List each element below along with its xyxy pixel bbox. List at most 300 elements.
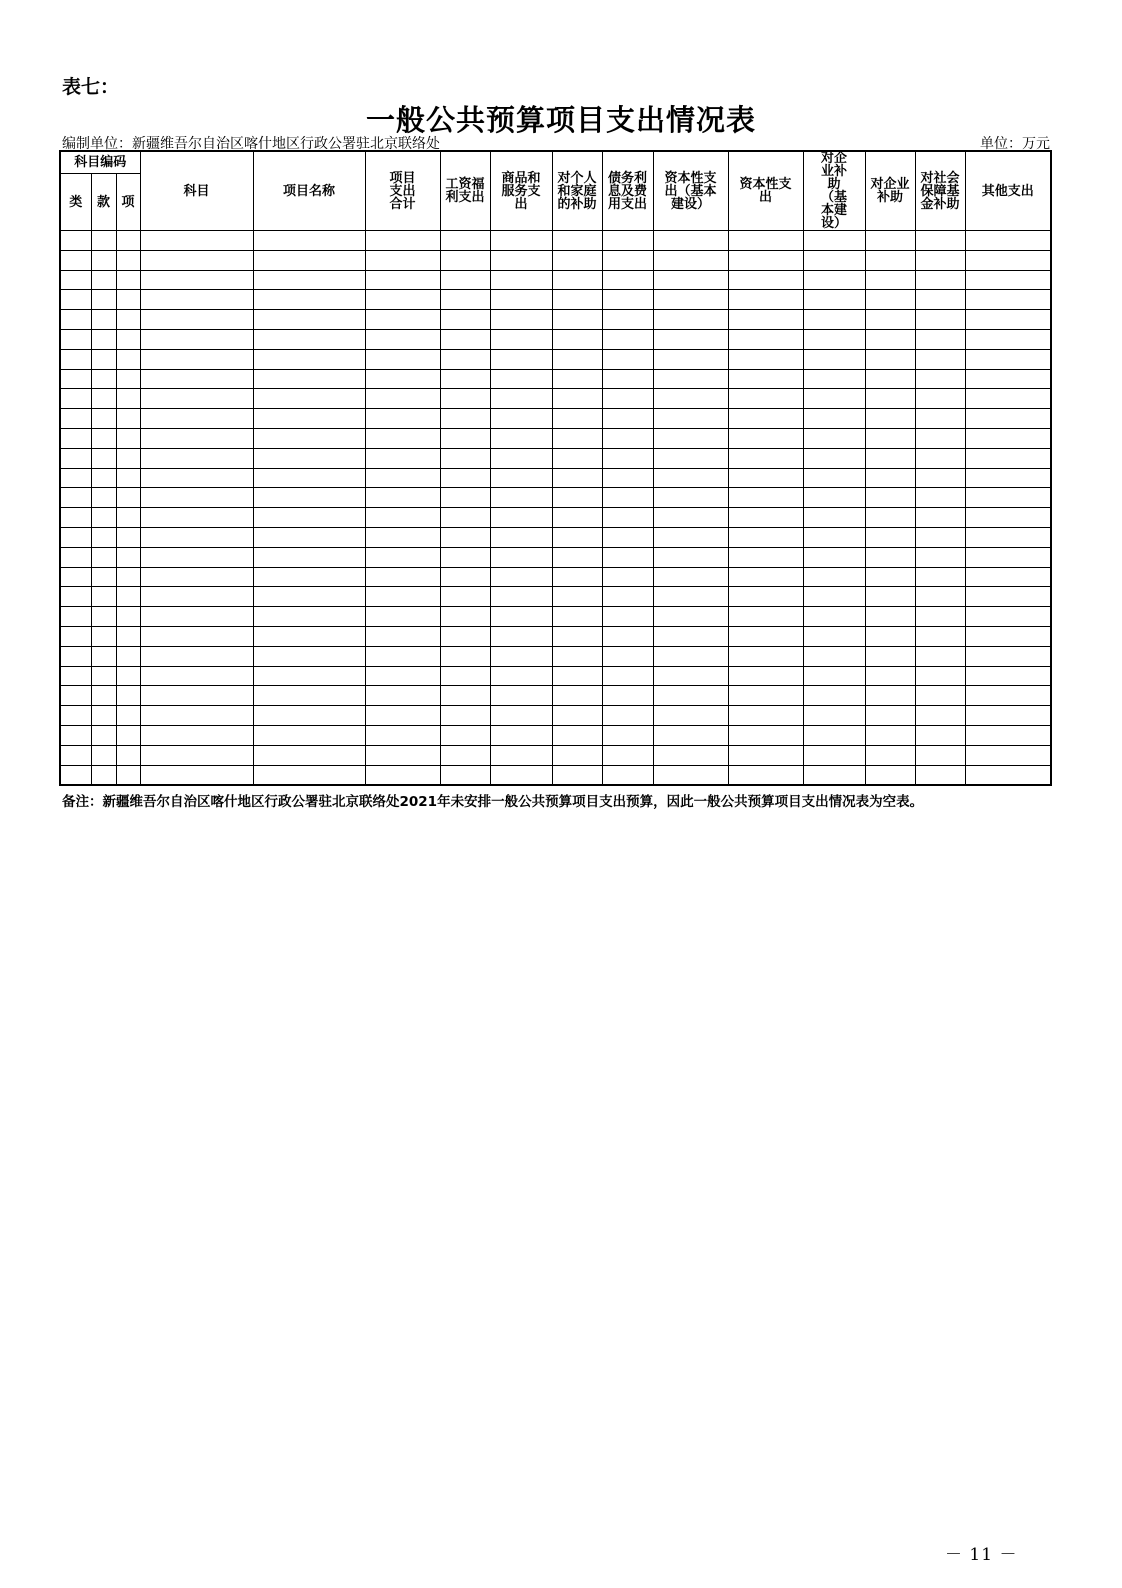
budget-table [59,150,1052,786]
table-cell [552,567,602,587]
table-cell [602,369,653,389]
table-cell [915,290,965,310]
table-cell [91,646,116,666]
table-cell [253,508,365,528]
table-cell [440,527,490,547]
table-cell [602,725,653,745]
table-cell [602,686,653,706]
table-row [60,468,1051,488]
table-cell [140,231,253,251]
table-cell [60,686,91,706]
table-cell [253,310,365,330]
table-cell [965,527,1051,547]
table-row [60,587,1051,607]
table-cell [865,270,915,290]
table-cell [365,369,440,389]
table-cell [365,349,440,369]
header-capital: 资本性支出 [728,151,803,231]
table-cell [552,468,602,488]
table-cell [915,587,965,607]
table-cell [116,428,140,448]
table-cell [915,666,965,686]
table-cell [140,646,253,666]
table-cell [728,428,803,448]
table-cell [803,527,865,547]
table-cell [552,666,602,686]
table-cell [91,270,116,290]
table-row [60,646,1051,666]
table-cell [365,725,440,745]
table-cell [965,448,1051,468]
table-cell [602,547,653,567]
table-cell [653,686,728,706]
table-cell [140,686,253,706]
table-cell [490,428,552,448]
table-cell [116,310,140,330]
table-cell [653,231,728,251]
table-cell [365,765,440,785]
table-cell [116,270,140,290]
table-cell [365,290,440,310]
footnote: 备注：新疆维吾尔自治区喀什地区行政公署驻北京联络处2021年未安排一般公共预算项目支出预算，因此一般公共预算项目支出情况表为空表。 [62,794,924,810]
header-item: 项 [116,174,140,231]
table-cell [915,686,965,706]
table-cell [965,666,1051,686]
table-cell [440,329,490,349]
table-cell [490,270,552,290]
table-cell [490,527,552,547]
table-cell [253,488,365,508]
table-cell [140,567,253,587]
table-cell [965,329,1051,349]
table-cell [365,250,440,270]
table-cell [116,725,140,745]
table-cell [490,706,552,726]
header-enterprise-construction: 对企业补助（基本建设） [803,151,865,231]
table-cell [60,428,91,448]
table-cell [728,369,803,389]
table-cell [602,626,653,646]
table-cell [440,270,490,290]
table-cell [440,310,490,330]
table-cell [140,547,253,567]
table-cell [602,468,653,488]
table-cell [253,686,365,706]
table-cell [60,409,91,429]
table-cell [440,765,490,785]
table-cell [140,250,253,270]
table-cell [653,290,728,310]
table-cell [602,428,653,448]
table-cell [253,706,365,726]
table-cell [728,587,803,607]
table-cell [91,587,116,607]
table-cell [865,409,915,429]
table-cell [653,349,728,369]
table-cell [915,607,965,627]
table-cell [803,349,865,369]
subject-code-header: 科目编码 [60,151,140,174]
table-cell [915,527,965,547]
table-cell [965,745,1051,765]
table-cell [490,369,552,389]
table-cell [728,765,803,785]
table-cell [915,725,965,745]
table-cell [116,686,140,706]
table-number-label: 表七： [62,76,120,98]
table-row [60,706,1051,726]
table-cell [803,567,865,587]
table-cell [490,547,552,567]
table-cell [965,231,1051,251]
table-cell [965,250,1051,270]
table-cell [552,527,602,547]
table-cell [915,468,965,488]
header-subject: 科目 [140,151,253,231]
table-cell [440,607,490,627]
table-cell [728,270,803,290]
table-cell [440,231,490,251]
table-cell [915,448,965,468]
table-cell [253,290,365,310]
table-row [60,389,1051,409]
table-cell [653,488,728,508]
table-cell [728,527,803,547]
header-wages: 工资福利支出 [440,151,490,231]
table-cell [803,626,865,646]
table-row [60,448,1051,468]
table-cell [490,646,552,666]
table-cell [91,231,116,251]
table-cell [116,666,140,686]
table-row [60,686,1051,706]
table-cell [116,488,140,508]
table-cell [865,231,915,251]
table-cell [865,626,915,646]
table-cell [653,508,728,528]
table-cell [915,626,965,646]
table-cell [865,448,915,468]
table-cell [253,646,365,666]
table-cell [140,428,253,448]
table-cell [803,310,865,330]
header-project-total: 项目支出合计 [365,151,440,231]
table-cell [253,409,365,429]
table-cell [365,409,440,429]
table-cell [365,270,440,290]
table-cell [803,231,865,251]
table-cell [91,626,116,646]
table-row [60,428,1051,448]
table-row [60,626,1051,646]
table-cell [91,547,116,567]
table-cell [91,686,116,706]
table-row [60,666,1051,686]
table-cell [865,508,915,528]
table-cell [965,547,1051,567]
table-cell [365,508,440,528]
page-title: 一般公共预算项目支出情况表 [365,103,756,137]
table-cell [60,587,91,607]
table-cell [253,725,365,745]
table-cell [490,508,552,528]
table-cell [365,567,440,587]
table-cell [253,765,365,785]
table-cell [140,706,253,726]
table-cell [91,508,116,528]
currency-unit: 单位：万元 [980,136,1050,152]
header-section: 款 [91,174,116,231]
table-cell [91,428,116,448]
table-cell [365,686,440,706]
table-cell [965,349,1051,369]
table-cell [60,349,91,369]
table-cell [253,587,365,607]
table-cell [865,329,915,349]
table-cell [60,527,91,547]
table-cell [116,527,140,547]
table-row [60,607,1051,627]
table-cell [965,409,1051,429]
table-cell [728,646,803,666]
table-cell [728,290,803,310]
page-number: － 11 － [945,1545,1018,1565]
table-cell [865,686,915,706]
table-cell [803,369,865,389]
table-cell [602,745,653,765]
table-row [60,725,1051,745]
table-cell [552,488,602,508]
table-cell [965,468,1051,488]
table-cell [552,626,602,646]
table-cell [91,468,116,488]
table-cell [365,329,440,349]
table-cell [965,270,1051,290]
table-cell [91,349,116,369]
header-other: 其他支出 [965,151,1051,231]
table-cell [602,349,653,369]
table-cell [552,290,602,310]
table-cell [116,508,140,528]
table-cell [116,547,140,567]
table-cell [865,468,915,488]
table-cell [116,329,140,349]
table-cell [803,250,865,270]
table-cell [803,646,865,666]
header-social-security: 对社会保障基金补助 [915,151,965,231]
table-cell [803,587,865,607]
table-cell [728,250,803,270]
table-cell [803,290,865,310]
table-cell [653,310,728,330]
table-cell [116,626,140,646]
table-cell [552,448,602,468]
table-cell [552,745,602,765]
table-cell [140,329,253,349]
table-cell [60,567,91,587]
table-cell [915,409,965,429]
table-cell [915,488,965,508]
table-cell [365,310,440,330]
table-cell [965,765,1051,785]
table-cell [965,725,1051,745]
table-cell [116,231,140,251]
table-cell [865,488,915,508]
table-cell [91,666,116,686]
table-cell [116,706,140,726]
table-cell [965,587,1051,607]
table-cell [728,468,803,488]
table-cell [865,706,915,726]
table-cell [552,607,602,627]
table-cell [803,389,865,409]
table-cell [602,270,653,290]
table-cell [490,389,552,409]
table-cell [915,646,965,666]
table-cell [440,389,490,409]
table-cell [602,250,653,270]
table-cell [116,587,140,607]
table-cell [602,587,653,607]
table-cell [365,607,440,627]
table-cell [116,567,140,587]
table-cell [965,369,1051,389]
table-cell [365,547,440,567]
table-cell [552,646,602,666]
table-cell [865,547,915,567]
table-cell [116,409,140,429]
table-cell [440,626,490,646]
table-cell [365,587,440,607]
table-cell [602,527,653,547]
table-cell [490,607,552,627]
table-cell [602,290,653,310]
table-cell [602,389,653,409]
table-row [60,329,1051,349]
table-cell [253,745,365,765]
table-cell [728,607,803,627]
table-cell [140,607,253,627]
table-cell [91,329,116,349]
table-cell [116,646,140,666]
table-cell [140,587,253,607]
table-cell [60,706,91,726]
table-cell [60,765,91,785]
table-cell [965,290,1051,310]
table-cell [803,329,865,349]
table-cell [60,547,91,567]
table-cell [91,448,116,468]
table-cell [965,646,1051,666]
table-cell [965,508,1051,528]
table-cell [91,310,116,330]
table-row [60,527,1051,547]
table-cell [803,547,865,567]
table-cell [140,666,253,686]
table-cell [60,448,91,468]
table-cell [552,310,602,330]
table-cell [60,725,91,745]
table-cell [365,448,440,468]
table-cell [140,290,253,310]
table-cell [91,745,116,765]
table-cell [602,310,653,330]
table-cell [490,409,552,429]
table-cell [253,666,365,686]
table-cell [365,468,440,488]
table-cell [653,428,728,448]
header-capital-construction: 资本性支出（基本建设） [653,151,728,231]
table-cell [60,250,91,270]
table-row [60,349,1051,369]
table-cell [253,448,365,468]
table-cell [490,488,552,508]
table-cell [803,428,865,448]
table-cell [865,250,915,270]
table-cell [552,508,602,528]
table-cell [116,765,140,785]
table-cell [365,745,440,765]
table-cell [865,369,915,389]
table-cell [140,468,253,488]
table-cell [728,488,803,508]
table-cell [552,765,602,785]
table-cell [440,706,490,726]
table-cell [915,349,965,369]
table-cell [803,448,865,468]
table-cell [490,250,552,270]
table-cell [140,270,253,290]
table-cell [803,270,865,290]
table-cell [653,765,728,785]
table-cell [865,666,915,686]
table-cell [728,409,803,429]
table-cell [116,250,140,270]
table-cell [915,428,965,448]
table-cell [915,329,965,349]
table-cell [253,607,365,627]
table-cell [140,369,253,389]
header-personal-subsidy: 对个人和家庭的补助 [552,151,602,231]
table-cell [253,468,365,488]
table-cell [602,448,653,468]
table-cell [865,725,915,745]
table-cell [253,369,365,389]
table-cell [490,329,552,349]
table-cell [60,290,91,310]
table-cell [60,646,91,666]
table-cell [728,725,803,745]
table-cell [253,250,365,270]
table-cell [728,349,803,369]
table-body [60,231,1051,786]
table-cell [140,725,253,745]
table-cell [91,607,116,627]
table-cell [91,706,116,726]
table-cell [602,329,653,349]
table-cell [140,448,253,468]
table-cell [490,666,552,686]
table-cell [728,508,803,528]
compiling-unit: 编制单位：新疆维吾尔自治区喀什地区行政公署驻北京联络处 [62,136,440,152]
table-cell [653,587,728,607]
table-cell [440,646,490,666]
table-cell [116,468,140,488]
table-cell [253,349,365,369]
table-cell [440,409,490,429]
table-cell [490,567,552,587]
table-cell [440,488,490,508]
